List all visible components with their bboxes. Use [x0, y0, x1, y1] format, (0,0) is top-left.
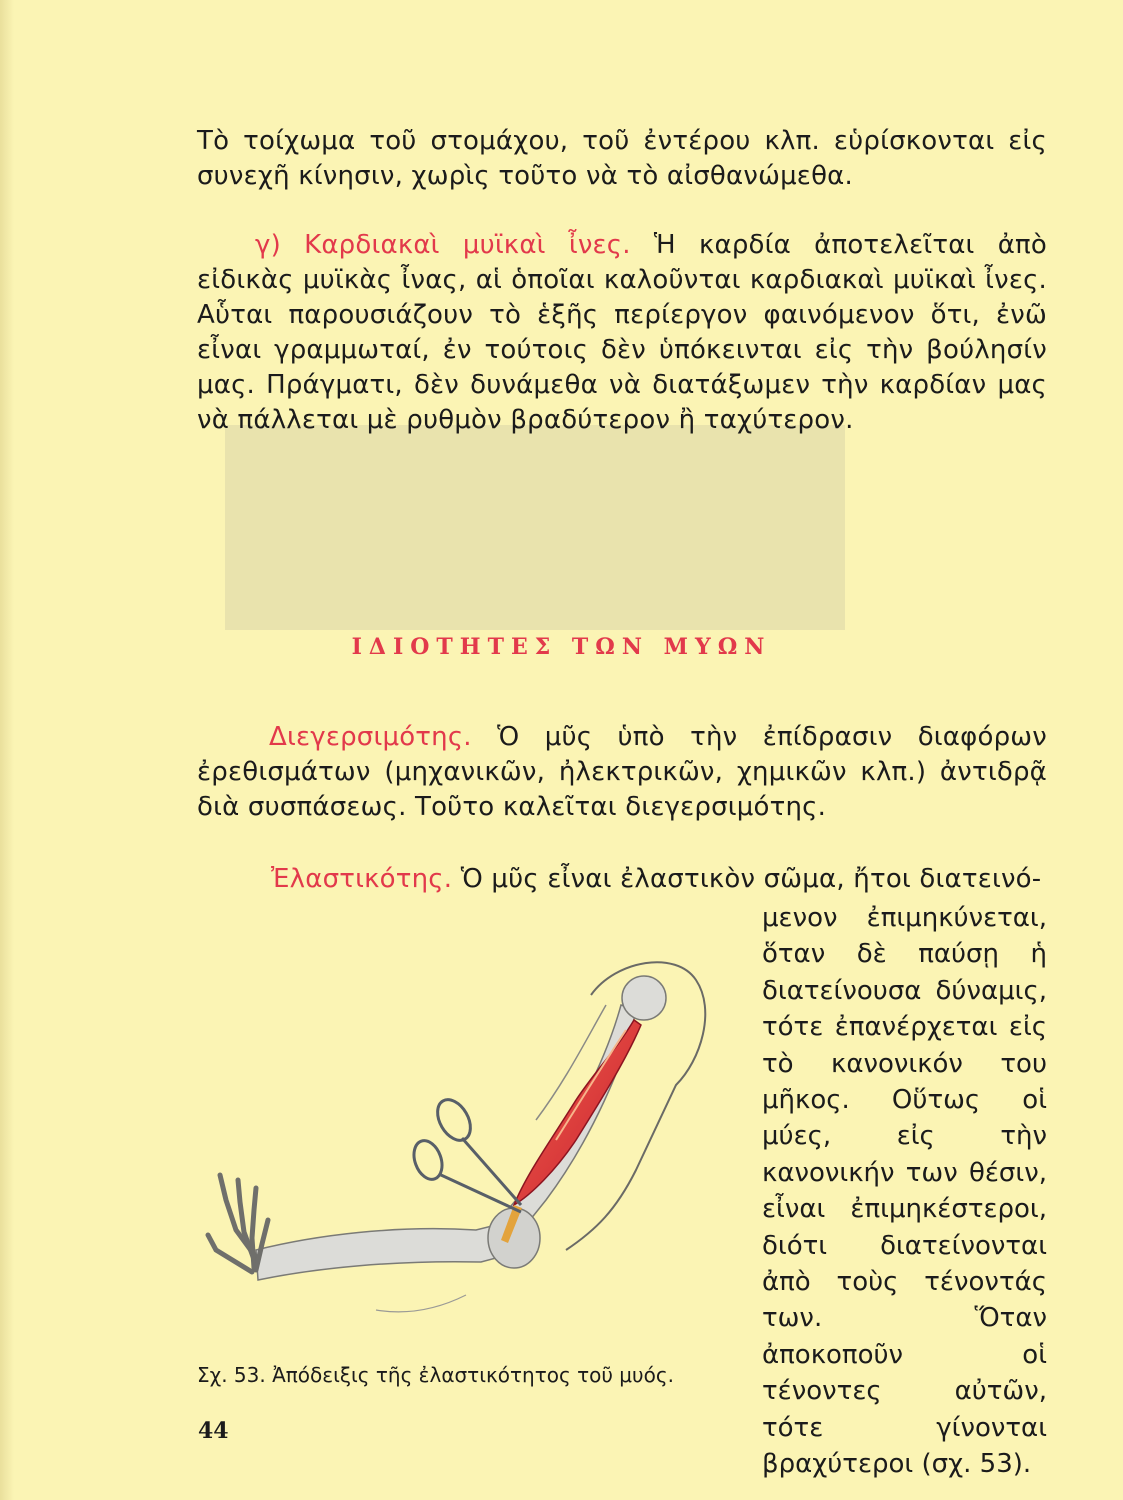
scissors-icon	[409, 1094, 521, 1212]
paragraph-elasticity	[197, 862, 1047, 897]
hand-skeleton	[208, 1175, 268, 1272]
paragraph-cardiac	[197, 228, 1047, 438]
elasticity-line1: Ὁ μῦς εἶναι ἐλαστικὸν σῶμα, ἤτοι διατεινό-	[460, 864, 1042, 894]
paragraph-excitability	[197, 720, 1047, 825]
elasticity-column-text: μενον ἐπιμηκύνεται, ὅταν δὲ παύσῃ ἡ διατείνουσα δύναμις, τότε ἐπανέρχεται εἰς τὸ κανονικόν του μῆκος. Οὕτως οἱ μύες, εἰς τὴν κανονικήν των θέσιν, εἶναι ἐπιμηκέστεροι, διότι διατείνονται ἀπὸ τοὺς τένοντάς των. Ὅταν ἀποκοποῦν οἱ τένοντες αὐτῶν, τότε γίνονται βραχύτεροι (σχ. 53).	[762, 903, 1047, 1480]
biceps-muscle	[514, 1020, 641, 1205]
figure-arm-muscle	[196, 950, 736, 1350]
cardiac-heading: γ) Καρδιακαὶ μυϊκαὶ ἶνες.	[255, 230, 631, 260]
stomach-wall-text: Τὸ τοίχωμα τοῦ στομάχου, τοῦ ἐντέρου κλπ. εὑρίσκονται εἰς συνεχῆ κίνησιν, χωρὶς τοῦτο νὰ τὸ αἰσθανώμεθα.	[197, 126, 1047, 191]
figure-caption: Σχ. 53. Ἀπόδειξις τῆς ἐλαστικότητος τοῦ μυός.	[197, 1363, 674, 1387]
cardiac-body: Ἡ καρδία ἀποτελεῖται ἀπὸ εἰδικὰς μυϊκὰς ἶνας, αἱ ὁποῖαι καλοῦνται καρδιακαὶ μυϊκαὶ ἶνες. Αὗται παρουσιάζουν τὸ ἑξῆς περίεργον φαινόμενον ὅτι, ἐνῶ εἶναι γραμμωταί, ἐν τούτοις δὲν ὑπόκεινται εἰς τὴν βούλησίν μας. Πράγματι, δὲν δυνάμεθα νὰ διατάξωμεν τὴν καρδίαν μας νὰ πάλλεται μὲ ρυθμὸν βραδύτερον ἢ ταχύτερον.	[197, 230, 1048, 435]
page-number: 44	[198, 1418, 229, 1444]
section-title: ΙΔΙΟΤΗΤΕΣ ΤΩΝ ΜΥΩΝ	[351, 634, 772, 660]
elasticity-first-line	[197, 862, 1047, 897]
show-through-plate	[225, 425, 845, 630]
excitability-body: Ὁ μῦς ὑπὸ τὴν ἐπίδρασιν διαφόρων ἐρεθισμάτων (μηχανικῶν, ἠλεκτρικῶν, χημικῶν κλπ.) ἀντιδρᾷ διὰ συσπάσεως. Τοῦτο καλεῖται διεγερσιμότης.	[197, 722, 1048, 822]
paragraph-stomach-wall	[197, 124, 1047, 194]
elasticity-heading: Ἐλαστικότης.	[271, 864, 453, 894]
cardiac-paragraph-text	[197, 228, 1047, 438]
excitability-heading: Διεγερσιμότης.	[269, 722, 472, 752]
arm-illustration	[196, 950, 736, 1350]
page-edge	[0, 0, 14, 1500]
shoulder-joint	[622, 976, 666, 1020]
forearm-outline	[376, 1295, 466, 1312]
excitability-text	[197, 720, 1047, 825]
elasticity-column	[762, 900, 1047, 1483]
forearm-bones	[256, 1220, 526, 1280]
